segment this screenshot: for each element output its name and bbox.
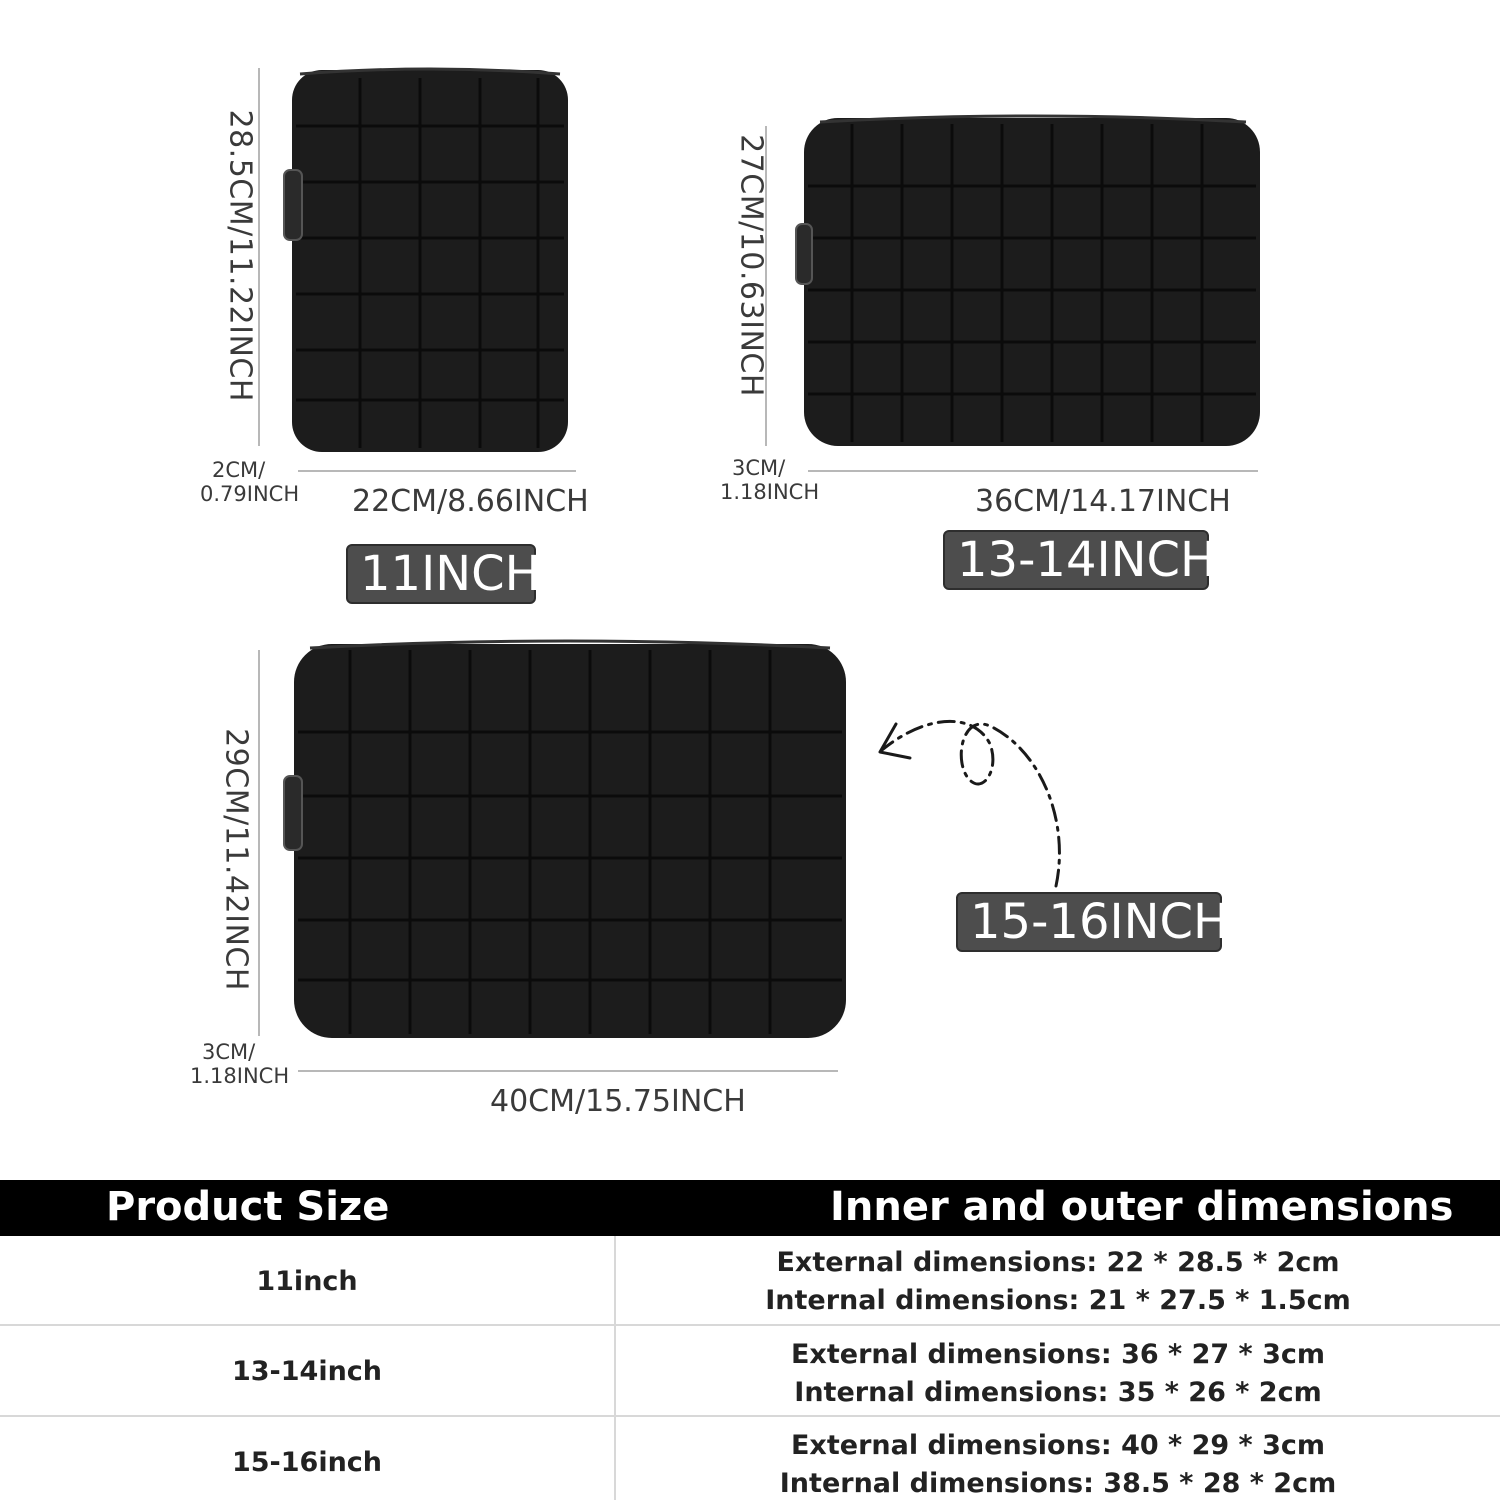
width-dimension-line — [808, 470, 1258, 472]
row-internal: Internal dimensions: 35 * 26 * 2cm — [794, 1377, 1322, 1408]
row-external: External dimensions: 40 * 29 * 3cm — [790, 1430, 1325, 1461]
table-row — [0, 1326, 1500, 1417]
height-label: 28.5CM/11.22INCH — [222, 109, 258, 402]
row-external: External dimensions: 22 * 28.5 * 2cm — [776, 1247, 1340, 1278]
laptop-sleeve-11inch-image — [280, 60, 580, 460]
width-dimension-line — [298, 470, 576, 472]
row-size: 13-14inch — [231, 1356, 383, 1387]
depth-label-line2: 0.79INCH — [200, 482, 300, 506]
laptop-sleeve-13-14inch-image — [790, 110, 1270, 455]
row-external: External dimensions: 36 * 27 * 3cm — [790, 1339, 1325, 1370]
height-label: 27CM/10.63INCH — [733, 134, 769, 397]
width-label: 40CM/15.75INCH — [490, 1084, 746, 1119]
table-row — [0, 1236, 1500, 1326]
width-dimension-line — [298, 1070, 838, 1072]
row-size: 11inch — [256, 1266, 358, 1297]
row-internal: Internal dimensions: 38.5 * 28 * 2cm — [779, 1468, 1337, 1499]
depth-label-line1: 2CM/ — [212, 458, 266, 482]
depth-label-line1: 3CM/ — [732, 456, 786, 480]
depth-label-line2: 1.18INCH — [720, 480, 820, 504]
header-product-size: Product Size — [106, 1184, 390, 1230]
depth-label-line2: 1.18INCH — [190, 1064, 290, 1088]
width-label: 22CM/8.66INCH — [352, 484, 589, 519]
row-size: 15-16inch — [231, 1447, 383, 1478]
table-row — [0, 1417, 1500, 1500]
height-dimension-line — [258, 68, 260, 446]
size-tag-13-14inch: 13-14INCH — [943, 530, 1209, 590]
height-dimension-line — [258, 650, 260, 1036]
size-tag-11inch: 11INCH — [346, 544, 536, 604]
curved-arrow-icon — [870, 700, 1080, 890]
row-internal: Internal dimensions: 21 * 27.5 * 1.5cm — [765, 1285, 1351, 1316]
height-label: 29CM/11.42INCH — [218, 728, 254, 991]
header-dimensions: Inner and outer dimensions — [830, 1184, 1454, 1230]
depth-label-line1: 3CM/ — [202, 1040, 256, 1064]
size-tag-15-16inch: 15-16INCH — [956, 892, 1222, 952]
width-label: 36CM/14.17INCH — [975, 484, 1231, 519]
size-table-header — [0, 1180, 1500, 1236]
laptop-sleeve-15-16inch-image — [280, 636, 850, 1046]
